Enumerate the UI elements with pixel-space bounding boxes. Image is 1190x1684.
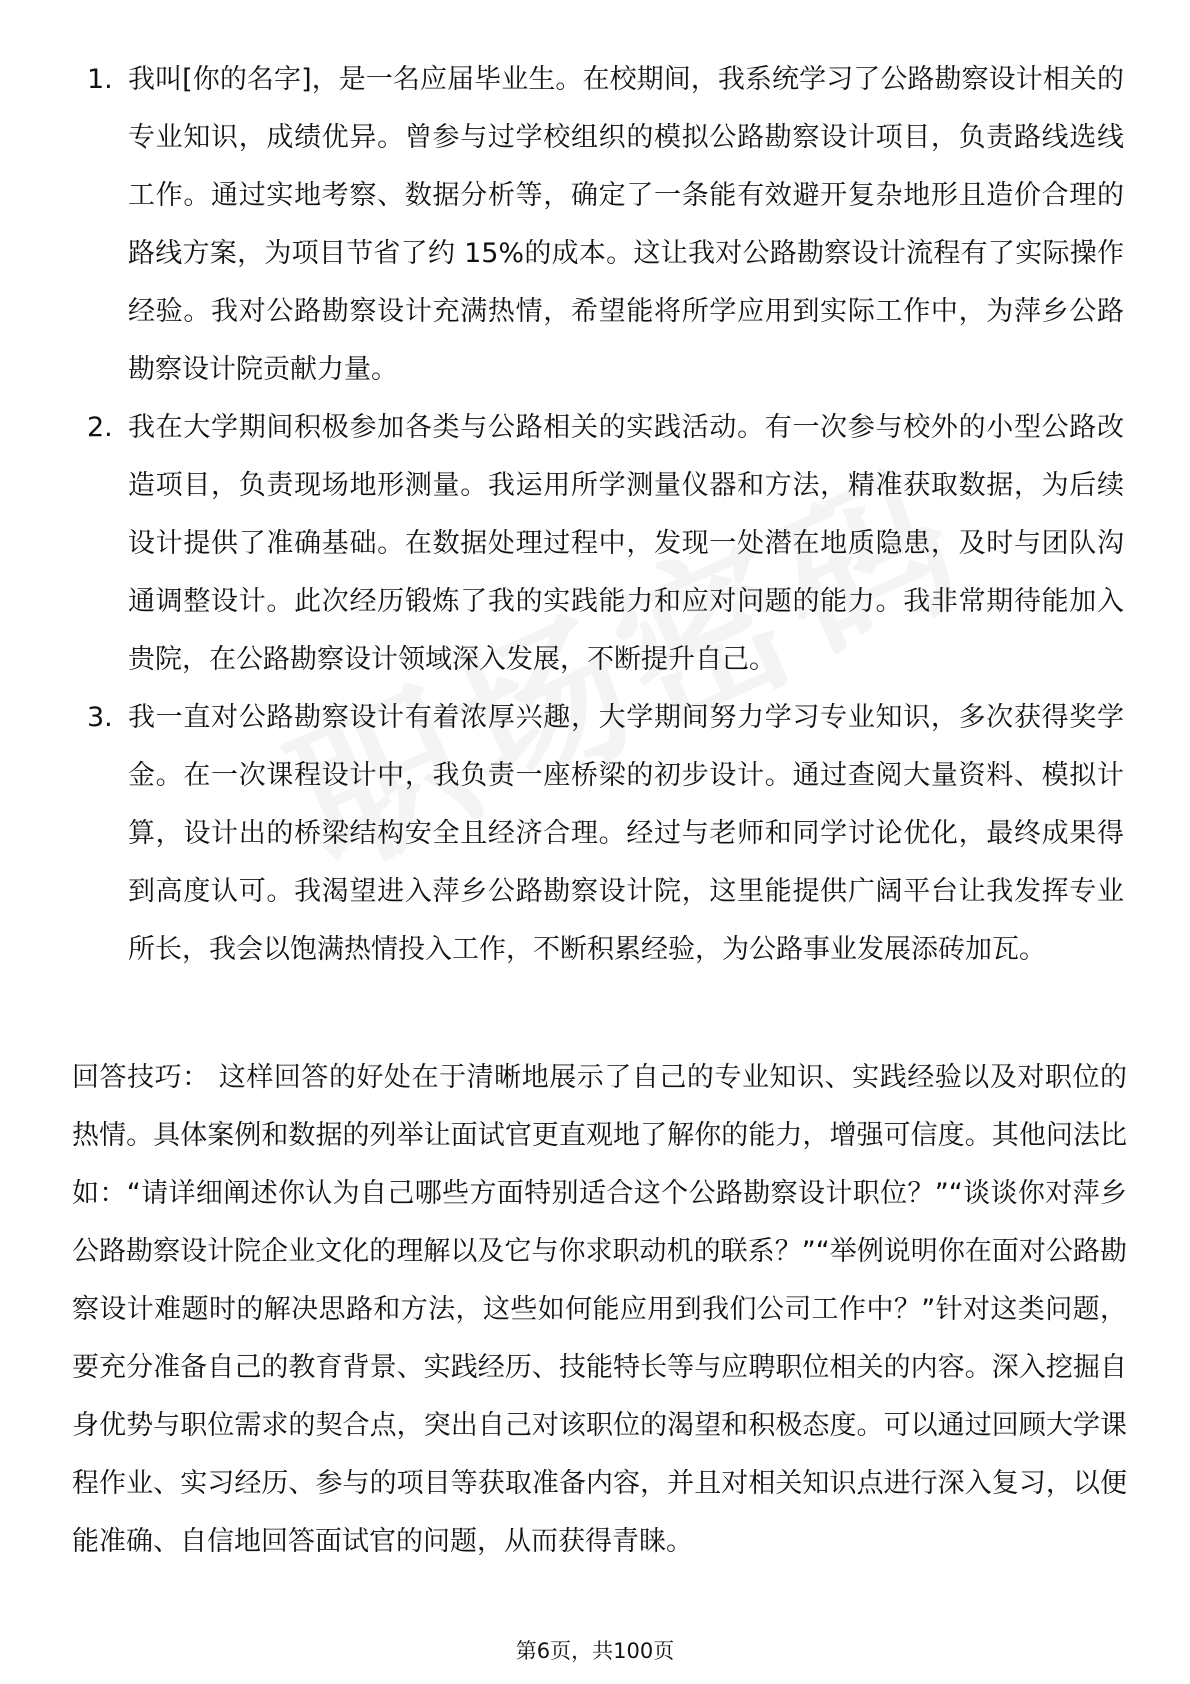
answer-item-2 xyxy=(0,399,1190,689)
answer-text: 我一直对公路勘察设计有着浓厚兴趣，大学期间努力学习专业知识，多次获得奖学金。在一次课程设计中，我负责一座桥梁的初步设计。通过查阅大量资料、模拟计算，设计出的桥梁结构安全且经济合理。经过与老师和同学讨论优化，最终成果得到高度认可。我渴望进入萍乡公路勘察设计院，这里能提供广阔平台让我发挥专业所长，我会以饱满热情投入工作，不断积累经验，为公路事业发展添砖加瓦。 xyxy=(128,702,1124,965)
page-footer xyxy=(0,1636,1190,1666)
answer-number: 2. xyxy=(87,412,113,443)
tips-label: 回答技巧： xyxy=(72,1062,210,1093)
answer-text: 我叫[你的名字]，是一名应届毕业生。在校期间，我系统学习了公路勘察设计相关的专业知识，成绩优异。曾参与过学校组织的模拟公路勘察设计项目，负责路线选线工作。通过实地考察、数据分析等，确定了一条能有效避开复杂地形且造价合理的路线方案，为项目节省了约 15%的成本。这让我对公路勘察设计流程有了实际操作经验。我对公路勘察设计充满热情，希望能将所学应用到实际工作中，为萍乡公路勘察设计院贡献力量。 xyxy=(128,64,1124,385)
answer-item-1 xyxy=(0,51,1190,399)
answer-item-3 xyxy=(0,689,1190,979)
answer-tips xyxy=(72,1049,1127,1571)
answer-text: 我在大学期间积极参加各类与公路相关的实践活动。有一次参与校外的小型公路改造项目，负责现场地形测量。我运用所学测量仪器和方法，精准获取数据，为后续设计提供了准确基础。在数据处理过程中，发现一处潜在地质隐患，及时与团队沟通调整设计。此次经历锻炼了我的实践能力和应对问题的能力。我非常期待能加入贵院，在公路勘察设计领域深入发展，不断提升自己。 xyxy=(128,412,1124,675)
answer-number: 3. xyxy=(87,702,113,733)
page-indicator: 第6页，共100页 xyxy=(515,1639,675,1663)
tips-text: 这样回答的好处在于清晰地展示了自己的专业知识、实践经验以及对职位的热情。具体案例和数据的列举让面试官更直观地了解你的能力，增强可信度。其他问法比如：“请详细阐述你认为自己哪些方面特别适合这个公路勘察设计职位？”“谈谈你对萍乡公路勘察设计院企业文化的理解以及它与你求职动机的联系？”“举例说明你在面对公路勘察设计难题时的解决思路和方法，这些如何能应用到我们公司工作中？”针对这类问题，要充分准备自己的教育背景、实践经历、技能特长等与应聘职位相关的内容。深入挖掘自身优势与职位需求的契合点，突出自己对该职位的渴望和积极态度。可以通过回顾大学课程作业、实习经历、参与的项目等获取准备内容，并且对相关知识点进行深入复习，以便能准确、自信地回答面试官的问题，从而获得青睐。 xyxy=(72,1062,1127,1557)
answer-list xyxy=(0,51,1190,979)
answer-number: 1. xyxy=(87,64,113,95)
